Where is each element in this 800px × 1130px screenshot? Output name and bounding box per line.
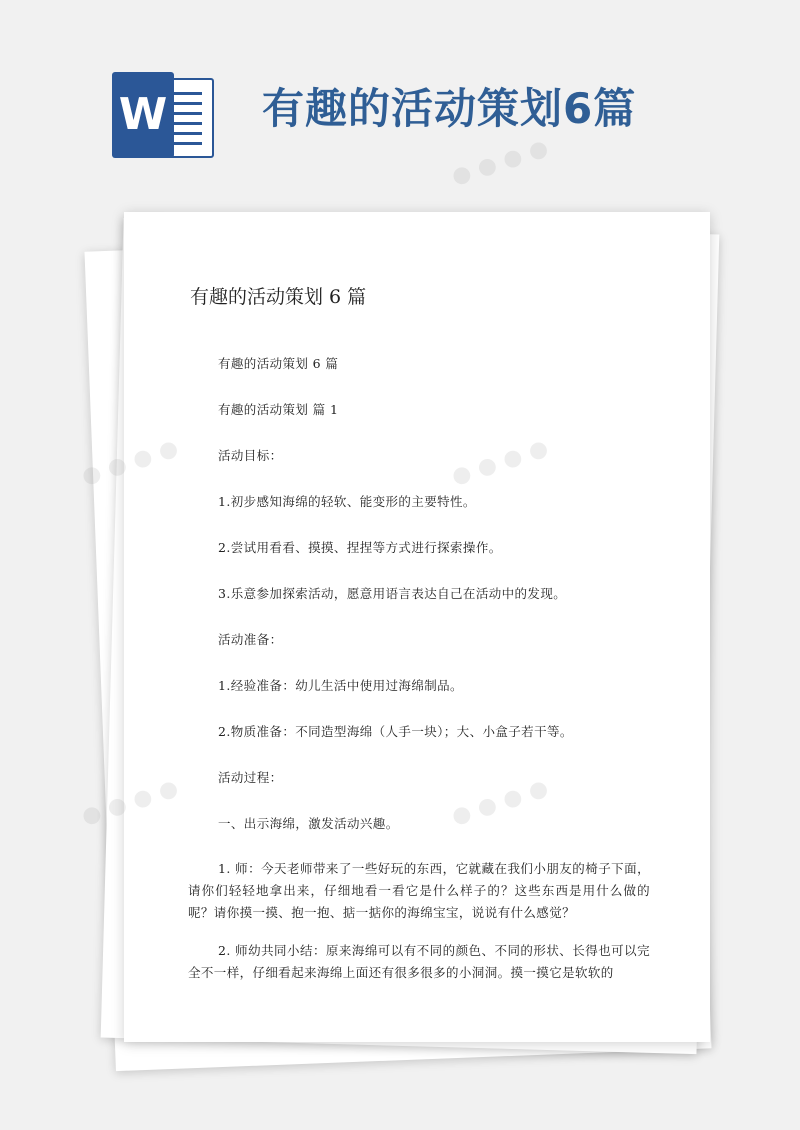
watermark-mark: ● ● ● ● [448,135,552,190]
paragraph-goals-label: 活动目标： [218,448,283,463]
paragraph-process-label: 活动过程： [218,770,283,785]
paragraph-section-title: 有趣的活动策划 篇 1 [218,402,339,417]
watermark-mark: ● [78,460,105,490]
paragraph-prep-label: 活动准备： [218,632,283,647]
document-page [124,212,710,1042]
banner [0,0,800,200]
word-w-badge: W [112,72,174,158]
paragraph-detail-1: 1. 师：今天老师带来了一些好玩的东西，它就藏在我们小朋友的椅子下面，请你们轻轻地拿出来，仔细地看一看它是什么样子的？这些东西是用什么做的呢？请你摸一摸、抱一抱、掂一掂你的海绵宝宝，说说有什么感觉？ [188,861,650,920]
paragraph-step-1: 一、出示海绵，激发活动兴趣。 [218,816,399,831]
paragraph-heading: 有趣的活动策划 6 篇 [218,356,339,371]
word-logo-icon [112,72,214,158]
paragraph-detail-2: 2. 师幼共同小结：原来海绵可以有不同的颜色、不同的形状、长得也可以完全不一样，仔细看起来海绵上面还有很多很多的小洞洞。摸一摸它是软软的 [188,943,650,980]
watermark-mark: ● [78,800,105,830]
paragraph-goal-3: 3.乐意参加探索活动，愿意用语言表达自己在活动中的发现。 [218,586,567,601]
paragraph-prep-1: 1.经验准备：幼儿生活中使用过海绵制品。 [218,678,463,693]
paragraph-prep-2: 2.物质准备：不同造型海绵（人手一块）；大、小盒子若干等。 [218,724,573,739]
paragraph-goal-2: 2.尝试用看看、摸摸、捏捏等方式进行探索操作。 [218,540,502,555]
document-title: 有趣的活动策划 6 篇 [190,286,367,308]
banner-title: 有趣的活动策划6篇 [262,84,637,133]
paragraph-goal-1: 1.初步感知海绵的轻软、能变形的主要特性。 [218,494,476,509]
